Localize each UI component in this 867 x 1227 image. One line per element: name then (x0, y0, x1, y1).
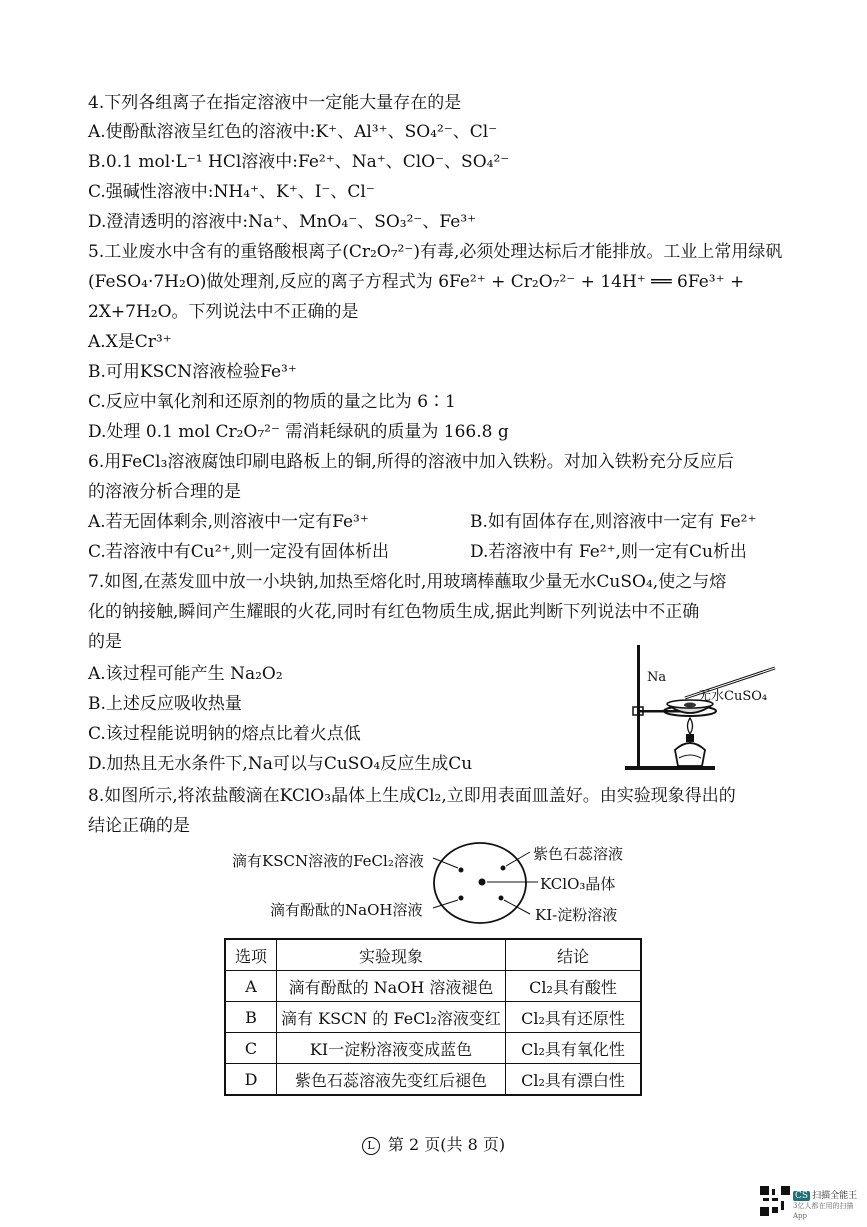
q5-option-b: B.可用KSCN溶液检验Fe³⁺ (88, 362, 297, 382)
table-cell-option: D (225, 1064, 277, 1096)
table-cell-conclusion: Cl₂具有氧化性 (506, 1033, 642, 1064)
diagram-label-litmus: 紫色石蕊溶液 (533, 845, 624, 863)
q6-option-c: C.若溶液中有Cu²⁺,则一定没有固体析出 (88, 542, 389, 562)
table-row (225, 971, 641, 1002)
table-cell-phenomenon: 紫色石蕊溶液先变红后褪色 (277, 1064, 506, 1096)
table-header-option: 选项 (225, 939, 277, 971)
q5-option-a: A.X是Cr³⁺ (88, 332, 172, 352)
q5-stem-line3: 2X+7H₂O。下列说法中不正确的是 (88, 302, 359, 322)
footer-circle-mark: L (362, 1137, 380, 1155)
q6-stem-line1: 6.用FeCl₃溶液腐蚀印刷电路板上的铜,所得的溶液中加入铁粉。对加入铁粉充分反应后 (88, 452, 734, 472)
apparatus-label-na: Na (647, 670, 667, 685)
q4-option-a: A.使酚酞溶液呈红色的溶液中:K⁺、Al³⁺、SO₄²⁻、Cl⁻ (88, 122, 498, 142)
scanner-sub: 3亿人都在用的扫描App (793, 1202, 854, 1220)
table-cell-phenomenon: KI一淀粉溶液变成蓝色 (277, 1033, 506, 1064)
table-row (225, 1064, 641, 1096)
qr-code-icon (760, 1186, 790, 1216)
q5-stem-line2: (FeSO₄·7H₂O)做处理剂,反应的离子方程式为 6Fe²⁺ + Cr₂O₇²⁻ + 14H⁺ ══ 6Fe³⁺ + (88, 272, 745, 292)
diagram-label-ki-starch: KI-淀粉溶液 (535, 906, 618, 924)
q4-stem: 4.下列各组离子在指定溶液中一定能大量存在的是 (88, 93, 462, 113)
q7-option-c: C.该过程能说明钠的熔点比着火点低 (88, 724, 361, 744)
table-header-conclusion: 结论 (506, 939, 642, 971)
q8-options-table (224, 938, 642, 1096)
diagram-label-naoh: 滴有酚酞的NaOH溶液 (270, 901, 423, 919)
table-cell-option: C (225, 1033, 277, 1064)
table-cell-option: B (225, 1002, 277, 1033)
q7-stem-line3: 的是 (88, 632, 122, 652)
diagram-label-kclo3: KClO₃晶体 (540, 875, 616, 893)
scanner-watermark (793, 1188, 867, 1221)
table-cell-conclusion: Cl₂具有漂白性 (506, 1064, 642, 1096)
q8-stem-line2: 结论正确的是 (88, 816, 190, 836)
q5-option-c: C.反应中氧化剂和还原剂的物质的量之比为 6∶1 (88, 392, 456, 412)
diagram-label-fecl2: 滴有KSCN溶液的FeCl₂溶液 (232, 852, 424, 870)
table-cell-conclusion: Cl₂具有还原性 (506, 1002, 642, 1033)
q7-option-d: D.加热且无水条件下,Na可以与CuSO₄反应生成Cu (88, 754, 473, 774)
q6-option-a: A.若无固体剩余,则溶液中一定有Fe³⁺ (88, 512, 369, 532)
scanner-label: 扫描全能王 (812, 1191, 858, 1201)
evaporating-dish-apparatus-figure (615, 640, 795, 775)
q4-option-c: C.强碱性溶液中:NH₄⁺、K⁺、I⁻、Cl⁻ (88, 182, 375, 202)
q5-option-d: D.处理 0.1 mol Cr₂O₇²⁻ 需消耗绿矾的质量为 166.8 g (88, 422, 509, 442)
table-row (225, 1002, 641, 1033)
q7-option-b: B.上述反应吸收热量 (88, 694, 242, 714)
table-row (225, 1033, 641, 1064)
q6-stem-line2: 的溶液分析合理的是 (88, 482, 241, 502)
q4-option-d: D.澄清透明的溶液中:Na⁺、MnO₄⁻、SO₃²⁻、Fe³⁺ (88, 212, 477, 232)
table-cell-phenomenon: 滴有酚酞的 NaOH 溶液褪色 (277, 971, 506, 1002)
q5-stem-line1: 5.工业废水中含有的重铬酸根离子(Cr₂O₇²⁻)有毒,必须处理达标后才能排放。工业上常用绿矾 (88, 242, 783, 262)
table-header-phenomenon: 实验现象 (277, 939, 506, 971)
page-footer (0, 1132, 867, 1155)
q6-option-d: D.若溶液中有 Fe²⁺,则一定有Cu析出 (470, 542, 747, 562)
table-cell-option: A (225, 971, 277, 1002)
scanner-logo-icon: CS (795, 1191, 809, 1201)
q6-option-b: B.如有固体存在,则溶液中一定有 Fe²⁺ (470, 512, 757, 532)
apparatus-label-cuso4: 无水CuSO₄ (698, 689, 768, 704)
q8-stem-line1: 8.如图所示,将浓盐酸滴在KClO₃晶体上生成Cl₂,立即用表面皿盖好。由实验现象得出的 (88, 786, 736, 806)
table-cell-conclusion: Cl₂具有酸性 (506, 971, 642, 1002)
page-number: 第 2 页(共 8 页) (387, 1135, 506, 1154)
q7-stem-line1: 7.如图,在蒸发皿中放一小块钠,加热至熔化时,用玻璃棒蘸取少量无水CuSO₄,使之与熔 (88, 572, 727, 592)
q7-stem-line2: 化的钠接触,瞬间产生耀眼的火花,同时有红色物质生成,据此判断下列说法中不正确 (88, 602, 700, 622)
q7-option-a: A.该过程可能产生 Na₂O₂ (88, 664, 283, 684)
table-header-row (225, 939, 641, 971)
q4-option-b: B.0.1 mol·L⁻¹ HCl溶液中:Fe²⁺、Na⁺、ClO⁻、SO₄²⁻ (88, 152, 510, 172)
table-cell-phenomenon: 滴有 KSCN 的 FeCl₂溶液变红 (277, 1002, 506, 1033)
